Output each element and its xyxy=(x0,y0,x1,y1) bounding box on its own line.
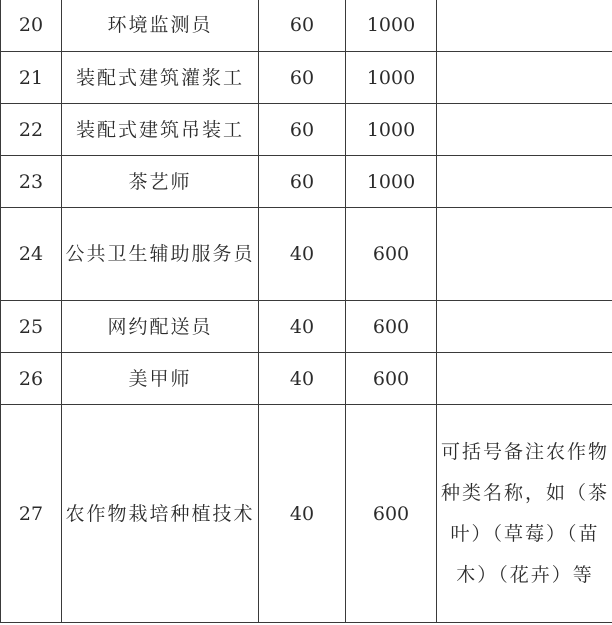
table-row xyxy=(1,0,612,52)
table-row xyxy=(1,52,612,104)
occupation-name: 公共卫生辅助服务员 xyxy=(62,208,259,301)
training-hours: 60 xyxy=(259,104,346,156)
table-row xyxy=(1,353,612,405)
occupation-name: 装配式建筑灌浆工 xyxy=(62,52,259,104)
training-hours: 60 xyxy=(259,156,346,208)
training-hours: 40 xyxy=(259,208,346,301)
row-note xyxy=(437,301,612,353)
row-number: 22 xyxy=(1,104,62,156)
row-note xyxy=(437,156,612,208)
row-number: 21 xyxy=(1,52,62,104)
training-hours: 60 xyxy=(259,0,346,52)
table-row xyxy=(1,208,612,301)
training-hours: 40 xyxy=(259,353,346,405)
row-note xyxy=(437,208,612,301)
row-number: 23 xyxy=(1,156,62,208)
table-row xyxy=(1,405,612,623)
table-row xyxy=(1,301,612,353)
row-note xyxy=(437,52,612,104)
row-note xyxy=(437,104,612,156)
row-number: 25 xyxy=(1,301,62,353)
row-number: 20 xyxy=(1,0,62,52)
occupation-name: 美甲师 xyxy=(62,353,259,405)
row-note: 可括号备注农作物种类名称，如（茶叶）（草莓）（苗木）（花卉）等 xyxy=(437,405,612,623)
row-number: 24 xyxy=(1,208,62,301)
subsidy-amount: 1000 xyxy=(346,0,437,52)
row-note xyxy=(437,353,612,405)
subsidy-amount: 600 xyxy=(346,208,437,301)
subsidy-amount: 1000 xyxy=(346,104,437,156)
training-hours: 40 xyxy=(259,301,346,353)
occupation-name: 环境监测员 xyxy=(62,0,259,52)
row-number: 26 xyxy=(1,353,62,405)
occupation-name: 网约配送员 xyxy=(62,301,259,353)
training-hours: 60 xyxy=(259,52,346,104)
row-note xyxy=(437,0,612,52)
training-hours: 40 xyxy=(259,405,346,623)
table-row xyxy=(1,156,612,208)
subsidy-amount: 1000 xyxy=(346,156,437,208)
subsidy-amount: 600 xyxy=(346,301,437,353)
subsidy-amount: 600 xyxy=(346,405,437,623)
row-number: 27 xyxy=(1,405,62,623)
occupation-name: 装配式建筑吊装工 xyxy=(62,104,259,156)
subsidy-amount: 600 xyxy=(346,353,437,405)
table-row xyxy=(1,104,612,156)
subsidy-amount: 1000 xyxy=(346,52,437,104)
occupation-name: 农作物栽培种植技术 xyxy=(62,405,259,623)
occupation-name: 茶艺师 xyxy=(62,156,259,208)
